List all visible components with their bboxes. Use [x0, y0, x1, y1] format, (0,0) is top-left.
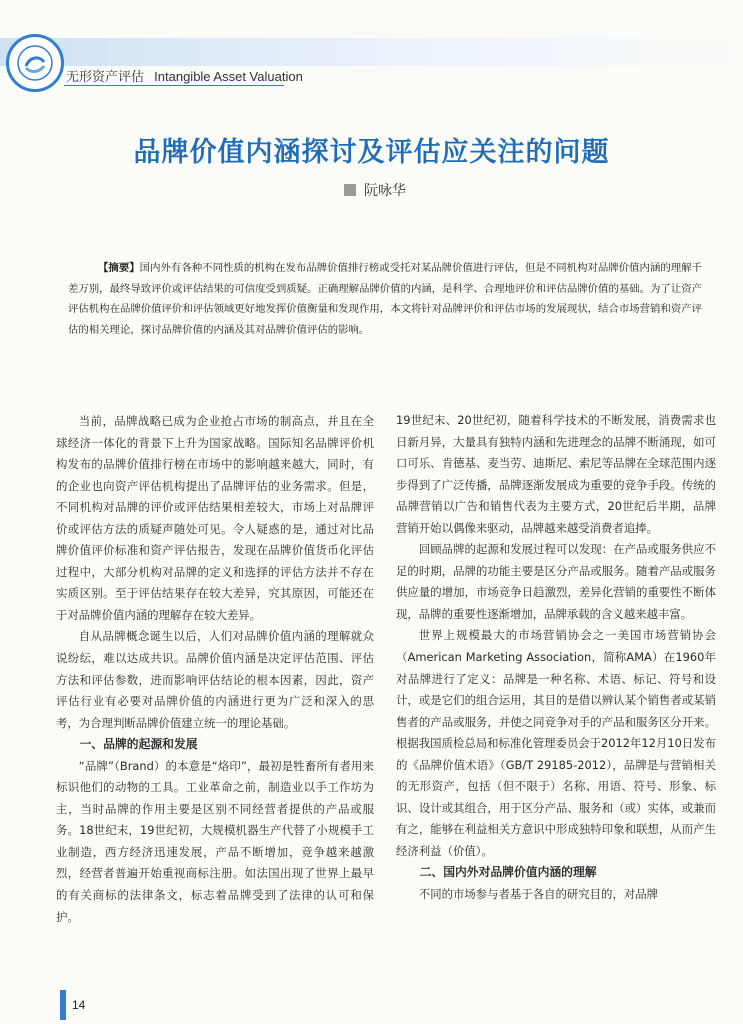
- paragraph: 回顾品牌的起源和发展过程可以发现：在产品或服务供应不足的时期，品牌的功能主要是区分产品或服务。随着产品或服务供应量的增加，市场竞争日趋激烈，差异化营销的重要性不断体现，品牌的重要性逐渐增加，品牌承载的含义越来越丰富。: [396, 542, 716, 621]
- body-column-right: [396, 410, 716, 906]
- paragraph: 当前，品牌战略已成为企业抢占市场的制高点，并且在全球经济一体化的背景下上升为国家战略。国际知名品牌评价机构发布的品牌价值排行榜在市场中的影响越来越大，同时，有的企业也向资产评估机构提出了品牌评估的业务需求。但是，不同机构对品牌的评价或评估结果相差较大，市场上对品牌评价或评估方法的质疑声随处可见。令人疑惑的是，通过对比品牌价值评价标准和资产评估报告，发现在品牌价值货币化评估过程中，大部分机构对品牌的定义和选择的评估方法并不存在实质区别。至于评估结果存在较大差异，究其原因，可能还在于对品牌价值内涵的理解存在较大差异。: [56, 414, 374, 622]
- page-marker: [60, 990, 66, 1020]
- page-number: 14: [72, 998, 86, 1012]
- journal-logo-icon: [6, 34, 64, 92]
- section-label-en: Intangible Asset Valuation: [154, 69, 303, 84]
- header-rule: [64, 85, 284, 86]
- section-heading: 二、国内外对品牌价值内涵的理解: [419, 865, 597, 880]
- section-label: [66, 66, 303, 85]
- paragraph: 不同的市场参与者基于各自的研究目的，对品牌: [418, 887, 659, 902]
- paragraph: 自从品牌概念诞生以后，人们对品牌价值内涵的理解就众说纷纭，难以达成共识。品牌价值内涵是决定评估范围、评估方法和评估参数，进而影响评估结论的根本因素，因此，资产评估行业有必要对品牌价值的内涵进行更为广泛和深入的思考，为合理判断品牌价值建立统一的理论基础。: [56, 629, 374, 730]
- author-line: [344, 180, 406, 200]
- paragraph: “品牌”（Brand）的本意是“烙印”，最初是牲畜所有者用来标识他们的动物的工具。工业革命之前，制造业以手工作坊为主，当时品牌的作用主要是区别不同经营者提供的产品或服务。18世纪末，19世纪初，大规模机器生产代替了小规模手工业制造，西方经济迅速发展，产品不断增加，竞争越来越激烈，经营者普遍开始重视商标注册。如法国出现了世界上最早的有关商标的法律条文，标志着品牌受到了法律的认可和保护。: [56, 758, 374, 924]
- paragraph: 世界上规模最大的市场营销协会之一美国市场营销协会（American Marketing Association，简称AMA）在1960年对品牌进行了定义：品牌是一种名称、术语、标记、符号和设计，或是它们的组合运用，其目的是借以辨认某个销售者或某销售者的产品或服务，并使之同竞争对手的产品和服务区分开来。根据我国质检总局和标准化管理委员会于2012年12月10日发布的《品牌价值术语》（GB/T 29185-2012），品牌是与营销相关的无形资产，包括（但不限于）名称、用语、符号、形象、标识、设计或其组合，用于区分产品、服务和（或）实体，或兼而有之，能够在利益相关方意识中形成独特印象和联想，从而产生经济利益（价值）。: [396, 628, 716, 858]
- author-marker-icon: [344, 184, 356, 196]
- author-name: 阮咏华: [364, 183, 406, 199]
- header-band: [0, 38, 743, 66]
- abstract: [68, 258, 702, 340]
- body-column-left: [56, 411, 374, 928]
- section-heading: 一、品牌的起源和发展: [79, 737, 198, 752]
- article-title: 品牌价值内涵探讨及评估应关注的问题: [133, 137, 610, 169]
- section-label-cn: 无形资产评估: [66, 70, 145, 85]
- abstract-label: 【摘要】: [98, 262, 140, 274]
- paragraph: 19世纪末、20世纪初，随着科学技术的不断发展，消费需求也日新月异，大量具有独特内涵和先进理念的品牌不断涌现，如可口可乐、肯德基、麦当劳、迪斯尼、索尼等品牌在全球范围内逐步得到了广泛传播，品牌逐渐发展成为重要的竞争手段。传统的品牌营销以广告和销售代表为主要方式，20世纪后半期，品牌营销开始以偶像来驱动，品牌越来越受消费者追捧。: [396, 413, 716, 535]
- abstract-text: 国内外有各种不同性质的机构在发布品牌价值排行榜或受托对某品牌价值进行评估，但是不同机构对品牌价值内涵的理解千差万别，最终导致评价或评估结果的可信度受到质疑。正确理解品牌价值的内涵，是科学、合理地评价和评估品牌价值的基础。为了让资产评估机构在品牌价值评价和评估领域更好地发挥价值衡量和发现作用，本文将针对品牌评价和评估市场的发展现状，结合市场营销和资产评估的相关理论，探讨品牌价值的内涵及其对品牌价值评估的影响。: [68, 262, 703, 336]
